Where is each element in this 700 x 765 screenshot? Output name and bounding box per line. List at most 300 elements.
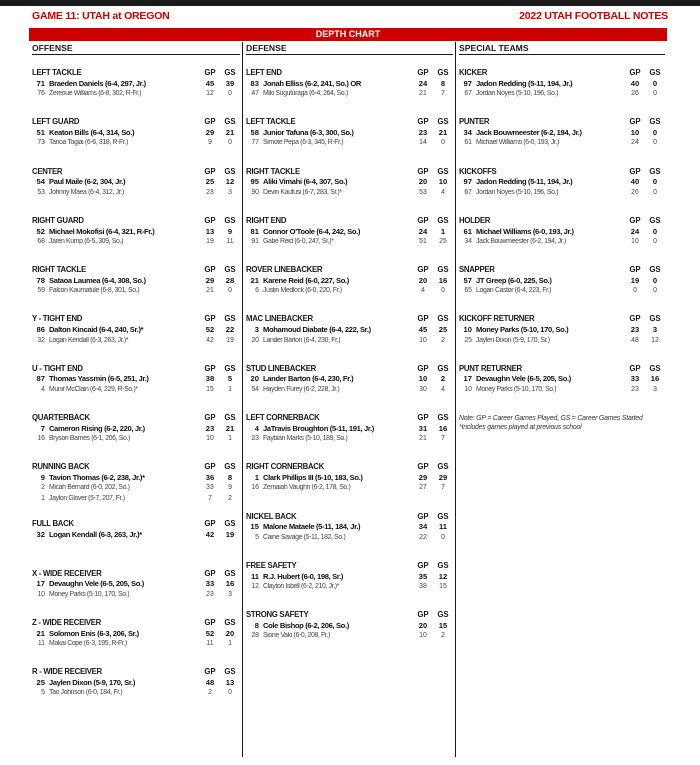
player-row [246,78,453,88]
player-row [246,472,453,482]
gp-header: GP [204,519,216,529]
position-header [246,215,453,226]
jersey-number: 17 [36,579,45,589]
jersey-number: 4 [254,423,259,433]
position-header [246,116,453,127]
position-title: LEFT CORNERBACK [246,413,320,423]
games-started: 11 [226,237,234,245]
games-played: 10 [630,127,640,137]
games-started: 2 [440,374,446,384]
games-played: 10 [631,237,639,245]
player-row [32,638,240,648]
jersey-number: 20 [251,336,259,344]
position-group [32,264,240,313]
gp-header: GP [417,462,429,472]
player-row [459,275,665,285]
position-title: RIGHT CORNERBACK [246,462,324,472]
games-played: 23 [630,325,640,335]
gs-header: GS [437,215,449,225]
player-name: Jadon Redding (5-11, 194, Jr.) [476,177,573,187]
position-header [459,166,665,177]
position-header [246,609,453,620]
player-row [246,127,453,137]
player-name: Logan Kendall (6-3, 263, Jr.)* [49,530,142,540]
player-row [459,384,665,394]
games-started: 0 [441,287,445,295]
gs-header: GS [437,314,449,324]
player-name: JT Greep (6-0, 225, So.) [476,275,552,285]
position-header [32,412,240,423]
player-name: Aliki Vimahi (6-4, 307, So.) [263,177,348,187]
games-played: 24 [418,226,428,236]
games-played: 45 [205,78,215,88]
depth-chart-columns [29,42,667,757]
position-title: FULL BACK [32,519,74,529]
position-title: STUD LINEBACKER [246,363,317,373]
player-name: Caine Savage (5-11, 182, So.) [263,533,346,541]
position-title: ROVER LINEBACKER [246,265,323,275]
position-title: KICKOFF RETURNER [459,314,535,324]
jersey-number: 47 [251,90,259,98]
games-played: 30 [419,385,427,393]
games-started: 9 [227,226,233,236]
position-group [459,313,665,362]
player-row [459,374,665,384]
games-played: 21 [206,287,214,295]
player-name: Jadon Redding (5-11, 194, Jr.) [476,78,573,88]
jersey-number: 59 [37,287,45,295]
player-name: Jordan Noyes (5-10, 196, So.) [476,90,559,98]
jersey-number: 23 [251,435,259,443]
jersey-number: 91 [251,237,259,245]
player-row [246,286,453,296]
games-started: 22 [225,325,235,335]
games-started: 12 [651,336,659,344]
gp-header: GP [204,568,216,578]
gs-header: GS [224,363,236,373]
position-title: MAC LINEBACKER [246,314,313,324]
games-started: 0 [228,287,232,295]
games-started: 13 [225,677,235,687]
gs-header: GS [224,413,236,423]
player-row [459,187,665,197]
gp-header: GP [629,117,641,127]
games-played: 34 [418,522,428,532]
games-started: 28 [225,275,235,285]
position-group [246,116,453,165]
jersey-number: 17 [463,374,472,384]
gp-header: GP [417,511,429,521]
player-row [459,88,665,98]
position-group [459,166,665,215]
gp-header: GP [629,363,641,373]
games-started: 15 [438,620,448,630]
player-name: Mohamoud Diabate (6-4, 222, Sr.) [263,325,371,335]
position-header [246,264,453,275]
games-played: 23 [206,590,214,598]
player-row [32,187,240,197]
player-row [246,275,453,285]
depth-column [243,42,456,757]
player-name: Sataoa Laumea (6-4, 308, So.) [49,275,146,285]
player-row [246,236,453,246]
jersey-number: 71 [36,78,45,88]
position-group [32,518,240,567]
player-row [246,177,453,187]
gs-header: GS [437,610,449,620]
games-started: 0 [441,139,445,147]
position-group [32,166,240,215]
player-row [32,433,240,443]
gs-header: GS [649,117,661,127]
position-header [32,518,240,529]
player-name: Solomon Enis (6-3, 206, Sr.) [49,628,139,638]
player-row [32,374,240,384]
jersey-number: 11 [37,640,45,648]
games-played: 27 [419,484,427,492]
jersey-number: 32 [37,336,45,344]
games-played: 11 [206,640,214,648]
gp-header: GP [204,462,216,472]
player-name: Simote Pepa (6-3, 345, R-Fr.) [263,139,344,147]
games-played: 29 [205,275,215,285]
player-name: R.J. Hubert (6-0, 198, Sr.) [263,571,344,581]
games-played: 23 [205,423,215,433]
jersey-number: 81 [250,226,259,236]
position-title: SNAPPER [459,265,495,275]
position-title: R - WIDE RECEIVER [32,667,102,677]
games-started: 0 [441,533,445,541]
note-line: Note: GP = Career Games Played, GS = Career Games Started [459,415,643,423]
player-name: Jaylen Dixon (5-9, 170, Sr.) [49,677,136,687]
player-row [246,522,453,532]
gs-header: GS [224,667,236,677]
games-played: 52 [205,628,215,638]
position-title: U - TIGHT END [32,363,83,373]
gs-header: GS [437,117,449,127]
games-started: 0 [228,90,232,98]
games-played: 40 [630,177,640,187]
gp-header: GP [417,117,429,127]
gp-header: GP [629,68,641,77]
notes-title: 2022 UTAH FOOTBALL NOTES [519,10,668,22]
player-row [32,78,240,88]
games-started: 16 [438,423,448,433]
gp-header: GP [629,265,641,275]
position-group [246,412,453,461]
player-name: Zereoue Williams (6-8, 302, R-Fr.) [49,90,142,98]
position-group [32,461,240,518]
column-heading: DEFENSE [246,42,453,55]
games-started: 7 [441,435,445,443]
games-started: 1 [228,435,232,443]
games-played: 20 [418,177,428,187]
position-group [246,215,453,264]
jersey-number: 78 [36,275,45,285]
position-header [459,215,665,226]
player-name: Keaton Bills (6-4, 314, So.) [49,127,135,137]
player-row [32,493,240,503]
games-started: 0 [652,226,658,236]
gs-header: GS [649,363,661,373]
player-row [459,236,665,246]
position-group [246,264,453,313]
gs-header: GS [437,363,449,373]
position-title: RIGHT TACKLE [246,166,300,176]
games-started: 0 [653,287,657,295]
player-row [246,335,453,345]
position-title: FREE SAFETY [246,560,297,570]
position-header [32,215,240,226]
player-row [246,187,453,197]
player-row [32,688,240,698]
jersey-number: 61 [463,226,472,236]
games-played: 33 [630,374,640,384]
games-played: 19 [206,237,214,245]
position-header [459,313,665,324]
position-group [459,363,665,412]
position-title: RIGHT TACKLE [32,265,86,275]
jersey-number: 5 [41,689,45,697]
games-played: 33 [206,484,214,492]
player-row [459,335,665,345]
games-started: 25 [438,325,448,335]
games-played: 38 [419,583,427,591]
gp-header: GP [417,610,429,620]
games-started: 0 [652,127,658,137]
gs-header: GS [649,166,661,176]
position-title: KICKER [459,68,488,77]
player-name: Michael Williams (6-0, 193, Jr.) [476,139,559,147]
player-name: Jordan Noyes (5-10, 196, So.) [476,188,559,196]
gs-header: GS [437,413,449,423]
gp-header: GP [204,413,216,423]
games-started: 1 [228,385,232,393]
position-header [246,67,453,78]
stats-note [459,414,665,432]
games-played: 23 [631,385,639,393]
position-header [246,166,453,177]
player-row [246,374,453,384]
player-row [246,384,453,394]
position-title: STRONG SAFETY [246,610,309,620]
games-played: 13 [205,226,215,236]
position-title: LEFT TACKLE [32,68,82,77]
games-played: 23 [206,188,214,196]
player-row [459,226,665,236]
gp-header: GP [204,166,216,176]
jersey-number: 57 [463,275,472,285]
player-name: Money Parks (5-10, 170, So.) [49,590,130,598]
player-row [246,324,453,334]
games-started: 3 [228,590,232,598]
player-row [246,581,453,591]
player-name: Money Parks (5-10, 170, So.) [476,385,557,393]
position-header [32,264,240,275]
position-group [246,363,453,412]
games-started: 0 [652,177,658,187]
games-started: 21 [438,127,448,137]
jersey-number: 97 [463,177,472,187]
jersey-number: 32 [36,530,45,540]
games-played: 42 [206,336,214,344]
jersey-number: 97 [463,78,472,88]
player-name: Michael Williams (6-0, 193, Jr.) [476,226,574,236]
jersey-number: 16 [251,484,259,492]
jersey-number: 8 [254,620,259,630]
gs-header: GS [437,265,449,275]
jersey-number: 73 [37,139,45,147]
position-header [246,511,453,522]
column-heading: SPECIAL TEAMS [459,42,665,55]
jersey-number: 20 [250,374,259,384]
player-row [246,88,453,98]
games-played: 31 [418,423,428,433]
games-played: 23 [418,127,428,137]
gs-header: GS [649,215,661,225]
player-name: Tavion Thomas (6-2, 238, Jr.)* [49,473,145,483]
player-row [32,226,240,236]
games-played: 25 [205,177,215,187]
player-name: Connor O'Toole (6-4, 242, So.) [263,226,361,236]
game-title: GAME 11: UTAH at OREGON [32,10,170,22]
player-name: Karene Reid (6-0, 227, So.) [263,275,349,285]
games-played: 14 [419,139,427,147]
gp-header: GP [629,215,641,225]
jersey-number: 21 [250,275,259,285]
games-started: 7 [441,90,445,98]
jersey-number: 10 [464,385,472,393]
gs-header: GS [437,166,449,176]
player-row [32,275,240,285]
player-name: Jonah Elliss (6-2, 241, So.) OR [263,78,362,88]
position-title: PUNT RETURNER [459,363,522,373]
player-row [459,78,665,88]
jersey-number: 61 [464,139,472,147]
player-name: Miki Suguturaga (6-4, 264, So.) [263,90,348,98]
games-started: 4 [441,188,445,196]
games-played: 51 [419,237,427,245]
games-started: 2 [441,632,445,640]
games-played: 10 [419,336,427,344]
games-played: 22 [419,533,427,541]
player-name: Jack Bouwmeester (6-2, 194, Jr.) [476,237,566,245]
player-name: Bryson Barnes (6-1, 206, So.) [49,435,131,443]
gp-header: GP [417,363,429,373]
player-name: Michael Mokofisi (6-4, 321, R-Fr.) [49,226,155,236]
player-row [32,677,240,687]
position-header [32,568,240,579]
jersey-number: 10 [37,590,45,598]
jersey-number: 28 [251,632,259,640]
player-row [246,532,453,542]
player-name: Clayton Isbell (6-2, 210, Jr.)* [263,583,340,591]
games-started: 12 [438,571,448,581]
position-group [459,116,665,165]
position-title: PUNTER [459,117,490,127]
gp-header: GP [204,68,216,77]
jersey-number: 68 [37,237,45,245]
jersey-number: 12 [251,583,259,591]
games-played: 42 [205,530,215,540]
gp-header: GP [204,617,216,627]
player-row [32,286,240,296]
jersey-number: 65 [464,287,472,295]
player-row [246,138,453,148]
gs-header: GS [649,68,661,77]
gs-header: GS [224,617,236,627]
games-played: 20 [418,275,428,285]
jersey-number: 58 [250,127,259,137]
games-started: 12 [225,177,235,187]
gs-header: GS [437,511,449,521]
jersey-number: 95 [250,177,259,187]
player-name: Money Parks (5-10, 170, So.) [476,325,569,335]
player-row [32,127,240,137]
gs-header: GS [224,68,236,77]
position-title: Y - TIGHT END [32,314,83,324]
player-row [32,589,240,599]
games-started: 0 [653,188,657,196]
games-started: 0 [228,689,232,697]
player-row [32,529,240,539]
player-name: Gabe Reid (6-0, 247, Sr.)* [263,237,334,245]
gs-header: GS [649,265,661,275]
jersey-number: 21 [36,628,45,638]
games-played: 29 [205,127,215,137]
position-group [246,511,453,560]
position-title: NICKEL BACK [246,511,297,521]
jersey-number: 15 [250,522,259,532]
player-name: Braeden Daniels (6-4, 297, Jr.) [49,78,146,88]
player-name: Logan Kendall (6-3, 263, Jr.)* [49,336,129,344]
jersey-number: 67 [464,188,472,196]
games-started: 0 [652,78,658,88]
games-started: 2 [228,494,232,502]
gs-header: GS [224,117,236,127]
position-title: Z - WIDE RECEIVER [32,617,101,627]
jersey-number: 6 [255,287,259,295]
games-started: 8 [227,473,233,483]
note-line: *Includes games played at previous school [459,424,582,432]
gs-header: GS [224,314,236,324]
games-played: 10 [418,374,428,384]
player-name: Malone Mataele (5-11, 184, Jr.) [263,522,361,532]
games-started: 39 [225,78,235,88]
jersey-number: 25 [464,336,472,344]
player-name: Jaylen Dixon (5-9, 170, Sr.) [476,336,550,344]
player-name: Lander Barton (6-4, 230, Fr.) [263,374,354,384]
position-header [32,363,240,374]
position-header [459,363,665,374]
games-played: 26 [631,90,639,98]
games-started: 21 [225,127,235,137]
depth-column [456,42,667,757]
player-row [32,628,240,638]
jersey-number: 34 [463,127,472,137]
player-name: Devin Kaufusi (6-7, 283, Sr.)* [263,188,342,196]
position-title: KICKOFFS [459,166,497,176]
position-title: LEFT GUARD [32,117,80,127]
position-group [246,461,453,510]
position-title: CENTER [32,166,63,176]
jersey-number: 10 [463,325,472,335]
games-started: 3 [652,325,658,335]
player-name: Micah Bernard (6-0, 202, So.) [49,484,130,492]
player-row [246,571,453,581]
jersey-number: 25 [36,677,45,687]
games-started: 5 [227,374,233,384]
